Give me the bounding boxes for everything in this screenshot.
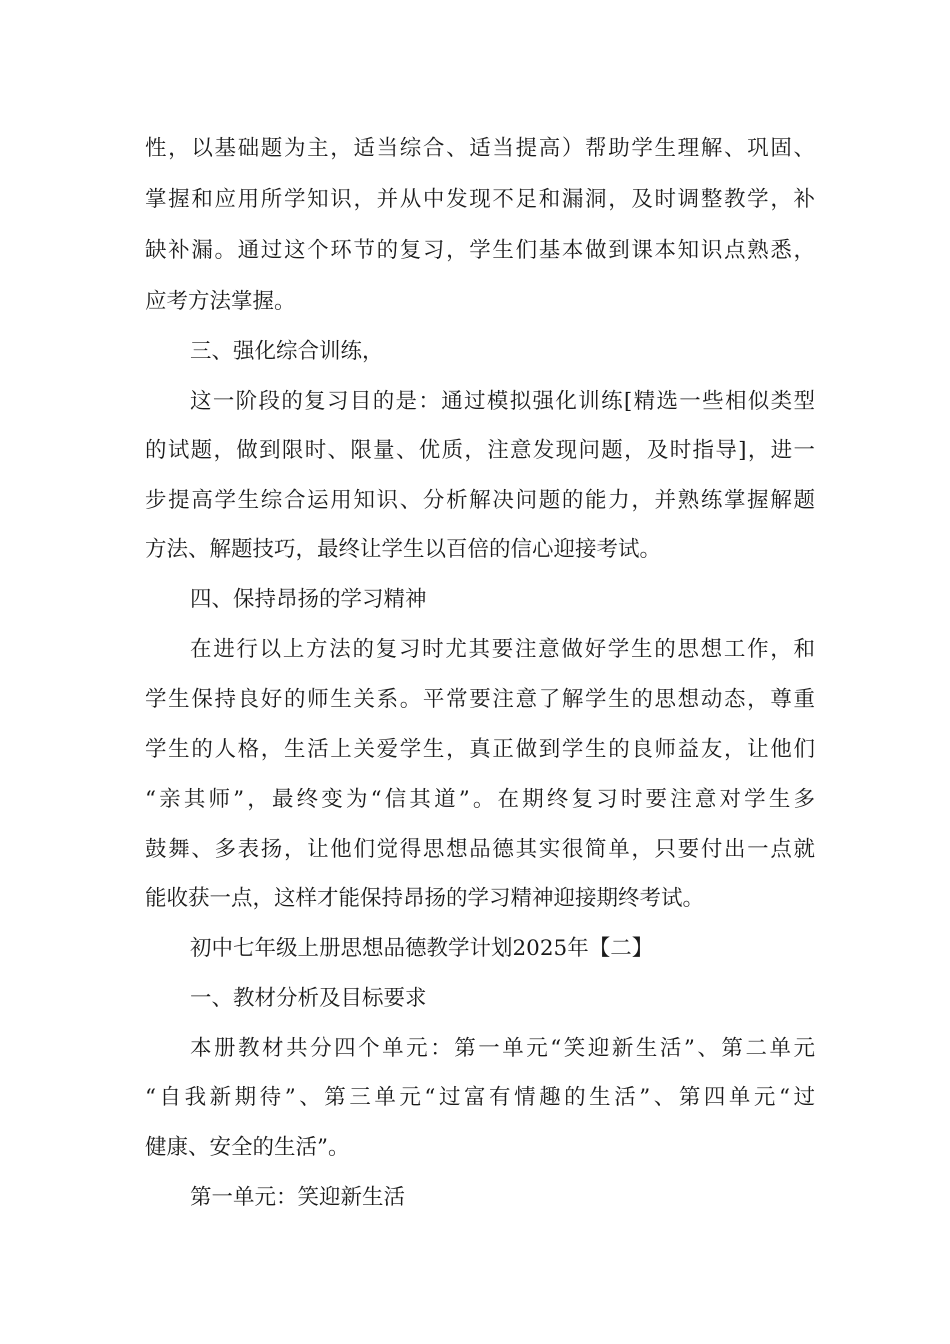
section-heading: 一、教材分析及目标要求 xyxy=(190,986,427,1011)
paragraph-line: 健康、安全的生活”。 xyxy=(145,1135,350,1160)
section-heading: 三、强化综合训练， xyxy=(190,339,384,364)
paragraph-line: 的试题，做到限时、限量、优质，注意发现问题，及时指导]，进一 xyxy=(145,438,815,463)
paragraph-line: “自我新期待”、第三单元“过富有情趣的生活”、第四单元“过 xyxy=(145,1085,815,1110)
paragraph-line: 能收获一点，这样才能保持昂扬的学习精神迎接期终考试。 xyxy=(145,886,705,911)
paragraph-line: 这一阶段的复习目的是：通过模拟强化训练[精选一些相似类型 xyxy=(190,389,815,414)
paragraph-line: 方法、解题技巧，最终让学生以百倍的信心迎接考试。 xyxy=(145,537,662,562)
paragraph-line: 步提高学生综合运用知识、分析解决问题的能力，并熟练掌握解题 xyxy=(145,488,815,513)
section-heading: 四、保持昂扬的学习精神 xyxy=(190,587,427,612)
document-title: 初中七年级上册思想品德教学计划2025年【二】 xyxy=(190,936,654,961)
paragraph-line: 学生保持良好的师生关系。平常要注意了解学生的思想动态，尊重 xyxy=(145,687,815,712)
paragraph-line: 本册教材共分四个单元：第一单元“笑迎新生活”、第二单元 xyxy=(190,1036,815,1061)
paragraph-line: 鼓舞、多表扬，让他们觉得思想品德其实很简单，只要付出一点就 xyxy=(145,837,815,862)
paragraph-line: 在进行以上方法的复习时尤其要注意做好学生的思想工作，和 xyxy=(190,637,815,662)
paragraph-line: 性，以基础题为主，适当综合、适当提高）帮助学生理解、巩固、 xyxy=(145,136,815,161)
paragraph-line: “亲其师”，最终变为“信其道”。在期终复习时要注意对学生多 xyxy=(145,787,815,812)
section-heading: 第一单元：笑迎新生活 xyxy=(190,1185,406,1210)
paragraph-line: 缺补漏。通过这个环节的复习，学生们基本做到课本知识点熟悉， xyxy=(145,238,815,263)
paragraph-line: 学生的人格，生活上关爱学生，真正做到学生的良师益友，让他们 xyxy=(145,737,815,762)
paragraph-line: 应考方法掌握。 xyxy=(145,289,296,314)
paragraph-line: 掌握和应用所学知识，并从中发现不足和漏洞，及时调整教学，补 xyxy=(145,187,815,212)
